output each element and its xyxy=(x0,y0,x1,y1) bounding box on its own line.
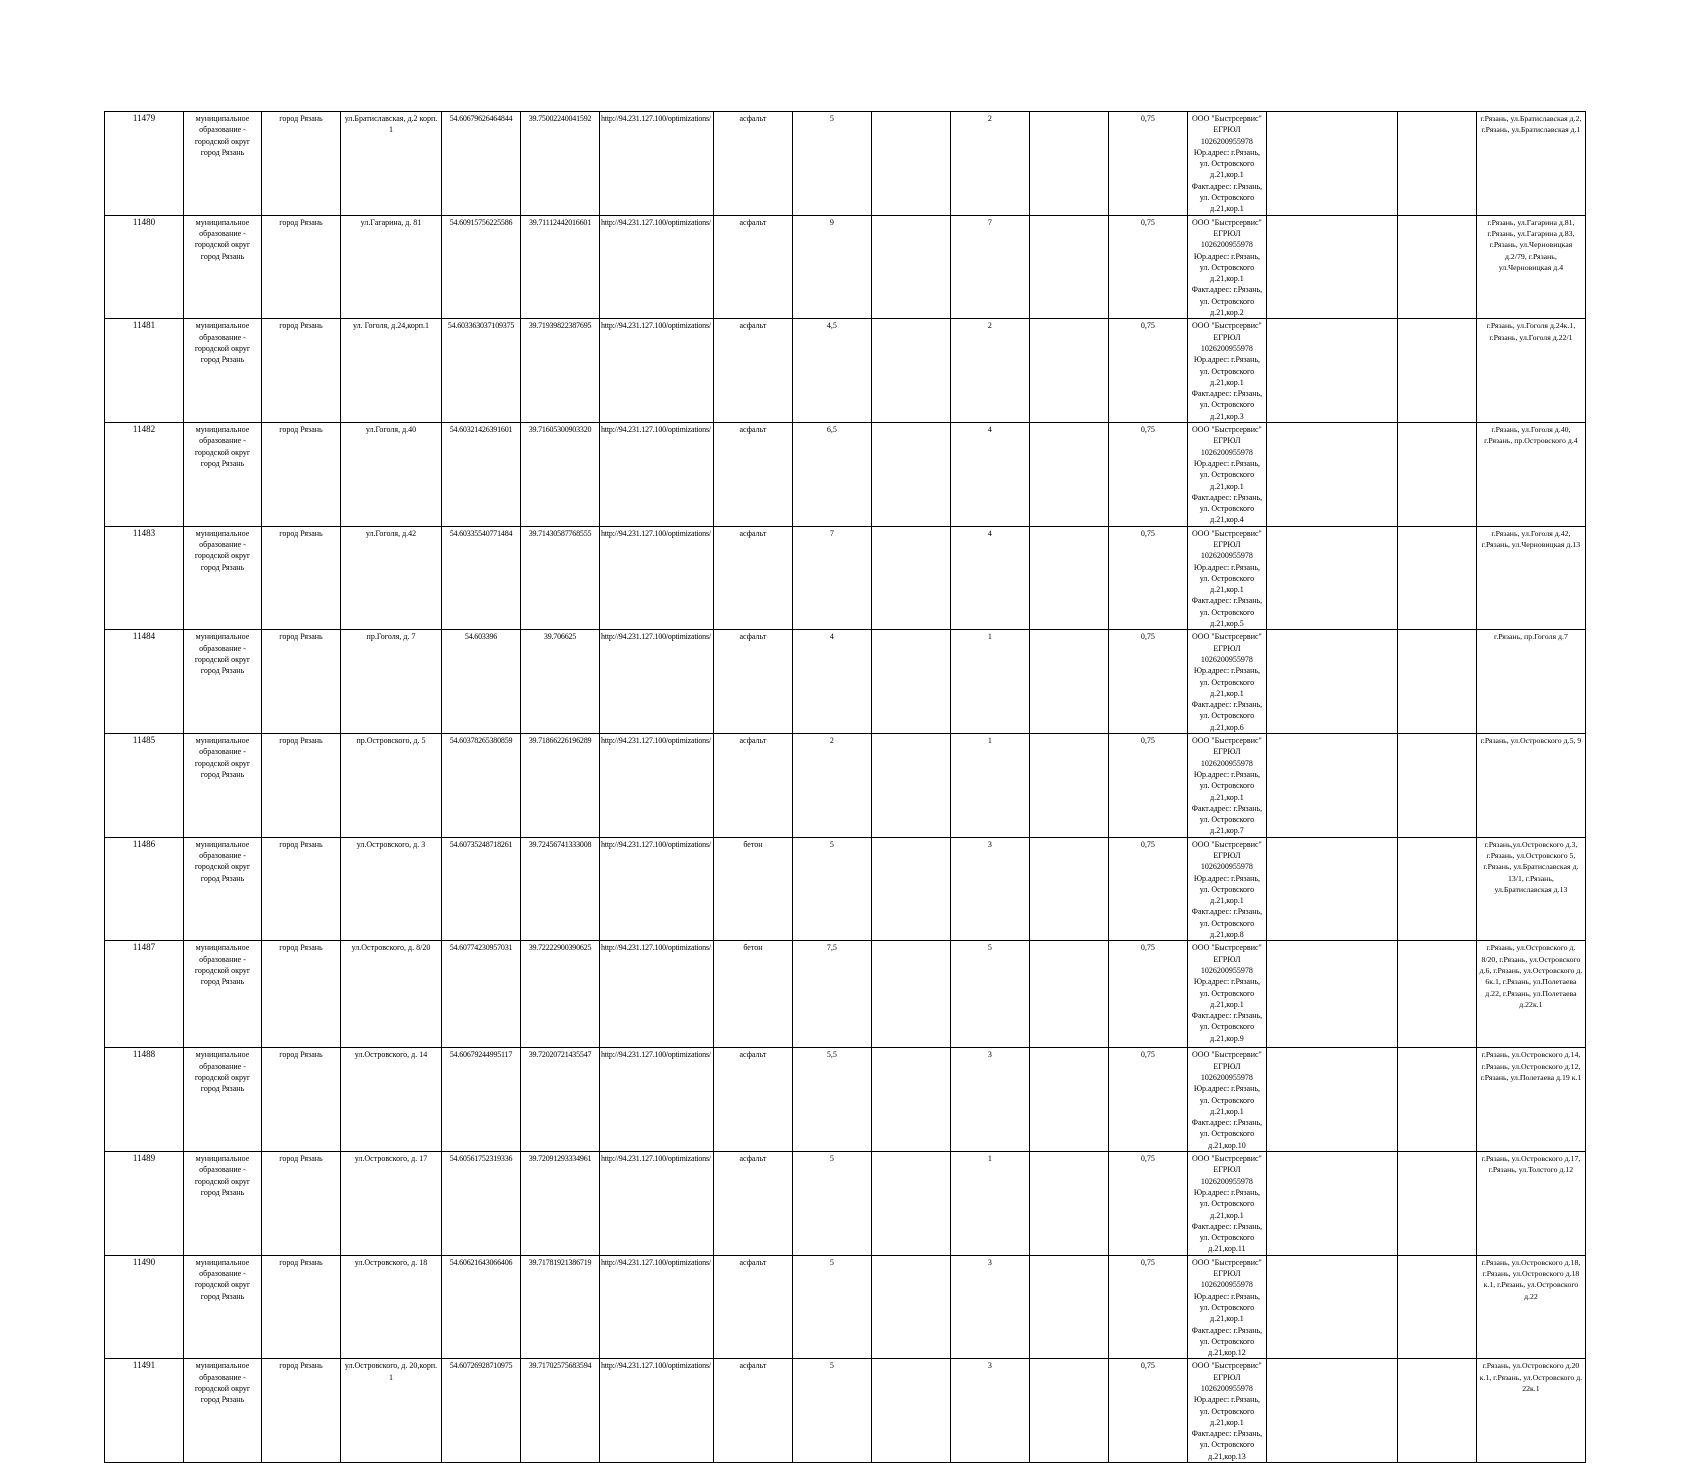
empty-cell xyxy=(1029,1152,1108,1256)
city: город Рязань xyxy=(262,319,341,423)
owner-info: ООО "Быстрсервис" ЕГРЮЛ 1026200955978 Юр.адрес: г.Рязань, ул. Островского д.21,кор.1 Факт.адрес: г.Рязань, ул. Островского д.21,кор.12 xyxy=(1187,1255,1266,1359)
container-count: 5 xyxy=(950,941,1029,1048)
served-addresses: г.Рязань, ул.Островского д. 8/20, г.Рязань, ул.Островского д.6, г.Рязань, ул.Островского д. 6к.1, г.Рязань, ул.Полетаева д.22, г.Рязань, ул.Полетаева д.22к.1 xyxy=(1476,941,1585,1048)
municipality: муниципальное образование - городской округ город Рязань xyxy=(184,319,262,423)
city: город Рязань xyxy=(262,112,341,216)
table-row xyxy=(105,319,1586,423)
served-addresses: г.Рязань, ул.Гоголя д.24к.1, г.Рязань, ул.Гоголя д.22/1 xyxy=(1476,319,1585,423)
empty-cell xyxy=(871,526,950,630)
area: 5,5 xyxy=(792,1048,871,1152)
empty-cell xyxy=(1029,526,1108,630)
surface-type: асфальт xyxy=(713,1359,792,1463)
street-address: пр.Гоголя, д. 7 xyxy=(341,630,442,734)
container-count: 4 xyxy=(950,423,1029,527)
record-id: 11483 xyxy=(105,526,184,630)
owner-info: ООО "Быстрсервис" ЕГРЮЛ 1026200955978 Юр.адрес: г.Рязань, ул. Островского д.21,кор.1 Факт.адрес: г.Рязань, ул. Островского д.21,кор.11 xyxy=(1187,1152,1266,1256)
street-address: ул. Гоголя, д.24,корп.1 xyxy=(341,319,442,423)
municipality: муниципальное образование - городской округ город Рязань xyxy=(184,1359,262,1463)
street-address: ул.Островского, д. 20,корп. 1 xyxy=(341,1359,442,1463)
record-id: 11482 xyxy=(105,423,184,527)
empty-cell xyxy=(1397,526,1476,630)
record-id: 11480 xyxy=(105,215,184,319)
served-addresses: г.Рязань, ул.Островского д.18, г.Рязань, ул.Островского д.18 к.1, г.Рязань, ул.Островского д.22 xyxy=(1476,1255,1585,1359)
table-row xyxy=(105,215,1586,319)
served-addresses: г.Рязань,ул.Островского д.3, г.Рязань, ул.Островского 5, г.Рязань, ул.Братиславская д. 13/1, г.Рязань, ул.Братиславская д.13 xyxy=(1476,837,1585,941)
empty-cell xyxy=(1397,941,1476,1048)
empty-cell xyxy=(871,112,950,216)
container-volume: 0,75 xyxy=(1108,1255,1187,1359)
served-addresses: г.Рязань, ул.Островского д.14, г.Рязань, ул.Островского д.12, г.Рязань, ул.Полетаева д.19 к.1 xyxy=(1476,1048,1585,1152)
owner-info: ООО "Быстрсервис" ЕГРЮЛ 1026200955978 Юр.адрес: г.Рязань, ул. Островского д.21,кор.1 Факт.адрес: г.Рязань, ул. Островского д.21,кор.5 xyxy=(1187,526,1266,630)
container-volume: 0,75 xyxy=(1108,630,1187,734)
table-row xyxy=(105,837,1586,941)
surface-type: асфальт xyxy=(713,112,792,216)
municipality: муниципальное образование - городской округ город Рязань xyxy=(184,1255,262,1359)
surface-type: бетон xyxy=(713,941,792,1048)
city: город Рязань xyxy=(262,1048,341,1152)
map-link[interactable]: http://94.231.127.100/optimizations/ xyxy=(600,630,714,734)
map-link[interactable]: http://94.231.127.100/optimizations/ xyxy=(600,1359,714,1463)
map-link[interactable]: http://94.231.127.100/optimizations/ xyxy=(600,1255,714,1359)
area: 6,5 xyxy=(792,423,871,527)
empty-cell xyxy=(1397,423,1476,527)
surface-type: бетон xyxy=(713,837,792,941)
table-row xyxy=(105,1048,1586,1152)
empty-cell xyxy=(1029,319,1108,423)
empty-cell xyxy=(1397,1152,1476,1256)
street-address: ул.Островского, д. 17 xyxy=(341,1152,442,1256)
latitude: 54.60321426391601 xyxy=(442,423,521,527)
table-row xyxy=(105,526,1586,630)
empty-cell xyxy=(871,1152,950,1256)
map-link[interactable]: http://94.231.127.100/optimizations/ xyxy=(600,734,714,838)
empty-cell xyxy=(1029,837,1108,941)
latitude: 54.60679626464844 xyxy=(442,112,521,216)
longitude: 39.71112442016601 xyxy=(521,215,600,319)
empty-cell xyxy=(871,1048,950,1152)
area: 4 xyxy=(792,630,871,734)
owner-info: ООО "Быстрсервис" ЕГРЮЛ 1026200955978 Юр.адрес: г.Рязань, ул. Островского д.21,кор.1 Факт.адрес: г.Рязань, ул. Островского д.21,кор.3 xyxy=(1187,319,1266,423)
table-row xyxy=(105,1152,1586,1256)
empty-cell xyxy=(1266,837,1397,941)
municipality: муниципальное образование - городской округ город Рязань xyxy=(184,423,262,527)
empty-cell xyxy=(1029,112,1108,216)
empty-cell xyxy=(871,630,950,734)
container-count: 3 xyxy=(950,1359,1029,1463)
record-id: 11488 xyxy=(105,1048,184,1152)
container-volume: 0,75 xyxy=(1108,1152,1187,1256)
longitude: 39.706625 xyxy=(521,630,600,734)
longitude: 39.71702575683594 xyxy=(521,1359,600,1463)
latitude: 54.60915756225586 xyxy=(442,215,521,319)
container-count: 3 xyxy=(950,1255,1029,1359)
owner-info: ООО "Быстрсервис" ЕГРЮЛ 1026200955978 Юр.адрес: г.Рязань, ул. Островского д.21,кор.1 Факт.адрес: г.Рязань, ул. Островского д.21,кор.2 xyxy=(1187,215,1266,319)
longitude: 39.72456741333008 xyxy=(521,837,600,941)
empty-cell xyxy=(1397,630,1476,734)
empty-cell xyxy=(1266,319,1397,423)
area: 5 xyxy=(792,837,871,941)
latitude: 54.60735248718261 xyxy=(442,837,521,941)
empty-cell xyxy=(871,1359,950,1463)
owner-info: ООО "Быстрсервис" ЕГРЮЛ 1026200955978 Юр.адрес: г.Рязань, ул. Островского д.21,кор.1 Факт.адрес: г.Рязань, ул. Островского д.21,кор.8 xyxy=(1187,837,1266,941)
surface-type: асфальт xyxy=(713,1152,792,1256)
empty-cell xyxy=(1397,837,1476,941)
city: город Рязань xyxy=(262,837,341,941)
street-address: ул.Островского, д. 8/20 xyxy=(341,941,442,1048)
longitude: 39.71605300903320 xyxy=(521,423,600,527)
served-addresses: г.Рязань, ул.Гоголя д.40, г.Рязань, пр.Островского д.4 xyxy=(1476,423,1585,527)
container-count: 3 xyxy=(950,1048,1029,1152)
map-link[interactable]: http://94.231.127.100/optimizations/ xyxy=(600,319,714,423)
empty-cell xyxy=(871,734,950,838)
municipality: муниципальное образование - городской округ город Рязань xyxy=(184,1152,262,1256)
empty-cell xyxy=(1397,734,1476,838)
served-addresses: г.Рязань, ул.Гоголя д.42, г.Рязань, ул.Черновицкая д.13 xyxy=(1476,526,1585,630)
record-id: 11486 xyxy=(105,837,184,941)
latitude: 54.603363037109375 xyxy=(442,319,521,423)
container-count: 3 xyxy=(950,837,1029,941)
container-volume: 0,75 xyxy=(1108,215,1187,319)
area: 5 xyxy=(792,1359,871,1463)
empty-cell xyxy=(1029,734,1108,838)
municipality: муниципальное образование - городской округ город Рязань xyxy=(184,630,262,734)
longitude: 39.72020721435547 xyxy=(521,1048,600,1152)
municipality: муниципальное образование - городской округ город Рязань xyxy=(184,837,262,941)
owner-info: ООО "Быстрсервис" ЕГРЮЛ 1026200955978 Юр.адрес: г.Рязань, ул. Островского д.21,кор.1 Факт.адрес: г.Рязань, ул. Островского д.21,кор.1 xyxy=(1187,112,1266,216)
street-address: ул.Островского, д. 18 xyxy=(341,1255,442,1359)
empty-cell xyxy=(1266,630,1397,734)
container-count: 7 xyxy=(950,215,1029,319)
surface-type: асфальт xyxy=(713,630,792,734)
record-id: 11481 xyxy=(105,319,184,423)
record-id: 11479 xyxy=(105,112,184,216)
table-row xyxy=(105,734,1586,838)
container-count: 1 xyxy=(950,630,1029,734)
container-count: 1 xyxy=(950,1152,1029,1256)
city: город Рязань xyxy=(262,1255,341,1359)
map-link[interactable]: http://94.231.127.100/optimizations/ xyxy=(600,423,714,527)
empty-cell xyxy=(871,941,950,1048)
area: 7 xyxy=(792,526,871,630)
record-id: 11490 xyxy=(105,1255,184,1359)
empty-cell xyxy=(871,1255,950,1359)
longitude: 39.71939822387695 xyxy=(521,319,600,423)
street-address: пр.Островского, д. 5 xyxy=(341,734,442,838)
longitude: 39.72091293334961 xyxy=(521,1152,600,1256)
latitude: 54.60726928710975 xyxy=(442,1359,521,1463)
municipality: муниципальное образование - городской округ город Рязань xyxy=(184,526,262,630)
empty-cell xyxy=(1397,1255,1476,1359)
record-id: 11489 xyxy=(105,1152,184,1256)
area: 7,5 xyxy=(792,941,871,1048)
area: 2 xyxy=(792,734,871,838)
empty-cell xyxy=(1029,630,1108,734)
city: город Рязань xyxy=(262,1359,341,1463)
municipality: муниципальное образование - городской округ город Рязань xyxy=(184,941,262,1048)
street-address: ул.Гагарина, д. 81 xyxy=(341,215,442,319)
container-volume: 0,75 xyxy=(1108,837,1187,941)
table-row xyxy=(105,1255,1586,1359)
empty-cell xyxy=(871,837,950,941)
empty-cell xyxy=(871,423,950,527)
empty-cell xyxy=(1029,941,1108,1048)
owner-info: ООО "Быстрсервис" ЕГРЮЛ 1026200955978 Юр.адрес: г.Рязань, ул. Островского д.21,кор.1 Факт.адрес: г.Рязань, ул. Островского д.21,кор.4 xyxy=(1187,423,1266,527)
empty-cell xyxy=(1029,1048,1108,1152)
empty-cell xyxy=(871,215,950,319)
empty-cell xyxy=(1397,319,1476,423)
municipality: муниципальное образование - городской округ город Рязань xyxy=(184,112,262,216)
surface-type: асфальт xyxy=(713,734,792,838)
map-link[interactable]: http://94.231.127.100/optimizations/ xyxy=(600,112,714,216)
served-addresses: г.Рязань, ул.Островского д.5, 9 xyxy=(1476,734,1585,838)
container-volume: 0,75 xyxy=(1108,112,1187,216)
longitude: 39.71430587768555 xyxy=(521,526,600,630)
city: город Рязань xyxy=(262,941,341,1048)
street-address: ул.Островского, д. 14 xyxy=(341,1048,442,1152)
latitude: 54.60378265380859 xyxy=(442,734,521,838)
served-addresses: г.Рязань, ул.Островского д.20 к.1, г.Рязань, ул.Островского д. 22к.1 xyxy=(1476,1359,1585,1463)
record-id: 11491 xyxy=(105,1359,184,1463)
empty-cell xyxy=(1397,112,1476,216)
table-row xyxy=(105,941,1586,1048)
empty-cell xyxy=(1266,941,1397,1048)
served-addresses: г.Рязань, ул.Гагарина д.81, г.Рязань, ул.Гагарина д.83, г.Рязань, ул.Черновицкая д.2/79, г.Рязань, ул.Черновицкая д.4 xyxy=(1476,215,1585,319)
owner-info: ООО "Быстрсервис" ЕГРЮЛ 1026200955978 Юр.адрес: г.Рязань, ул. Островского д.21,кор.1 Факт.адрес: г.Рязань, ул. Островского д.21,кор.10 xyxy=(1187,1048,1266,1152)
area: 5 xyxy=(792,1152,871,1256)
container-volume: 0,75 xyxy=(1108,1359,1187,1463)
register-table xyxy=(104,111,1586,1463)
street-address: ул.Гоголя, д.40 xyxy=(341,423,442,527)
city: город Рязань xyxy=(262,1152,341,1256)
container-volume: 0,75 xyxy=(1108,941,1187,1048)
latitude: 54.60774230957031 xyxy=(442,941,521,1048)
served-addresses: г.Рязань, пр.Гоголя д.7 xyxy=(1476,630,1585,734)
empty-cell xyxy=(1397,215,1476,319)
record-id: 11484 xyxy=(105,630,184,734)
empty-cell xyxy=(1029,1359,1108,1463)
table-row xyxy=(105,630,1586,734)
map-link[interactable]: http://94.231.127.100/optimizations/ xyxy=(600,526,714,630)
empty-cell xyxy=(1029,423,1108,527)
container-volume: 0,75 xyxy=(1108,734,1187,838)
table-row xyxy=(105,423,1586,527)
municipality: муниципальное образование - городской округ город Рязань xyxy=(184,734,262,838)
surface-type: асфальт xyxy=(713,526,792,630)
city: город Рязань xyxy=(262,734,341,838)
longitude: 39.71866226196289 xyxy=(521,734,600,838)
longitude: 39.71781921386719 xyxy=(521,1255,600,1359)
latitude: 54.60335540771484 xyxy=(442,526,521,630)
map-link[interactable]: http://94.231.127.100/optimizations/ xyxy=(600,837,714,941)
area: 9 xyxy=(792,215,871,319)
table-row xyxy=(105,112,1586,216)
owner-info: ООО "Быстрсервис" ЕГРЮЛ 1026200955978 Юр.адрес: г.Рязань, ул. Островского д.21,кор.1 Факт.адрес: г.Рязань, ул. Островского д.21,кор.9 xyxy=(1187,941,1266,1048)
empty-cell xyxy=(1266,1152,1397,1256)
container-volume: 0,75 xyxy=(1108,526,1187,630)
container-volume: 0,75 xyxy=(1108,423,1187,527)
served-addresses: г.Рязань, ул.Островского д.17, г.Рязань, ул.Толстого д.12 xyxy=(1476,1152,1585,1256)
owner-info: ООО "Быстрсервис" ЕГРЮЛ 1026200955978 Юр.адрес: г.Рязань, ул. Островского д.21,кор.1 Факт.адрес: г.Рязань, ул. Островского д.21,кор.13 xyxy=(1187,1359,1266,1463)
owner-info: ООО "Быстрсервис" ЕГРЮЛ 1026200955978 Юр.адрес: г.Рязань, ул. Островского д.21,кор.1 Факт.адрес: г.Рязань, ул. Островского д.21,кор.6 xyxy=(1187,630,1266,734)
municipality: муниципальное образование - городской округ город Рязань xyxy=(184,215,262,319)
container-count: 2 xyxy=(950,112,1029,216)
longitude: 39.72222900390625 xyxy=(521,941,600,1048)
map-link[interactable]: http://94.231.127.100/optimizations/ xyxy=(600,215,714,319)
city: город Рязань xyxy=(262,215,341,319)
latitude: 54.60561752319336 xyxy=(442,1152,521,1256)
empty-cell xyxy=(1266,112,1397,216)
city: город Рязань xyxy=(262,423,341,527)
surface-type: асфальт xyxy=(713,1048,792,1152)
municipality: муниципальное образование - городской округ город Рязань xyxy=(184,1048,262,1152)
container-count: 1 xyxy=(950,734,1029,838)
surface-type: асфальт xyxy=(713,215,792,319)
empty-cell xyxy=(1397,1048,1476,1152)
container-volume: 0,75 xyxy=(1108,319,1187,423)
map-link[interactable]: http://94.231.127.100/optimizations/ xyxy=(600,1152,714,1256)
table-row xyxy=(105,1359,1586,1463)
empty-cell xyxy=(871,319,950,423)
empty-cell xyxy=(1266,1048,1397,1152)
longitude: 39.75002240041592 xyxy=(521,112,600,216)
record-id: 11487 xyxy=(105,941,184,1048)
street-address: ул.Братиславская, д.2 корп. 1 xyxy=(341,112,442,216)
surface-type: асфальт xyxy=(713,423,792,527)
area: 5 xyxy=(792,1255,871,1359)
city: город Рязань xyxy=(262,630,341,734)
area: 4,5 xyxy=(792,319,871,423)
record-id: 11485 xyxy=(105,734,184,838)
served-addresses: г.Рязань, ул.Братиславская д.2, г.Рязань, ул.Братиславская д.1 xyxy=(1476,112,1585,216)
map-link[interactable]: http://94.231.127.100/optimizations/ xyxy=(600,941,714,1048)
empty-cell xyxy=(1266,1359,1397,1463)
empty-cell xyxy=(1266,734,1397,838)
empty-cell xyxy=(1266,423,1397,527)
area: 5 xyxy=(792,112,871,216)
container-count: 4 xyxy=(950,526,1029,630)
surface-type: асфальт xyxy=(713,1255,792,1359)
latitude: 54.603396 xyxy=(442,630,521,734)
empty-cell xyxy=(1029,1255,1108,1359)
street-address: ул.Островского, д. 3 xyxy=(341,837,442,941)
container-volume: 0,75 xyxy=(1108,1048,1187,1152)
empty-cell xyxy=(1266,215,1397,319)
surface-type: асфальт xyxy=(713,319,792,423)
latitude: 54.60621643066406 xyxy=(442,1255,521,1359)
city: город Рязань xyxy=(262,526,341,630)
empty-cell xyxy=(1266,526,1397,630)
container-count: 2 xyxy=(950,319,1029,423)
latitude: 54.60679244995117 xyxy=(442,1048,521,1152)
empty-cell xyxy=(1029,215,1108,319)
empty-cell xyxy=(1266,1255,1397,1359)
street-address: ул.Гоголя, д.42 xyxy=(341,526,442,630)
empty-cell xyxy=(1397,1359,1476,1463)
table-body xyxy=(105,112,1586,1463)
map-link[interactable]: http://94.231.127.100/optimizations/ xyxy=(600,1048,714,1152)
owner-info: ООО "Быстрсервис" ЕГРЮЛ 1026200955978 Юр.адрес: г.Рязань, ул. Островского д.21,кор.1 Факт.адрес: г.Рязань, ул. Островского д.21,кор.7 xyxy=(1187,734,1266,838)
